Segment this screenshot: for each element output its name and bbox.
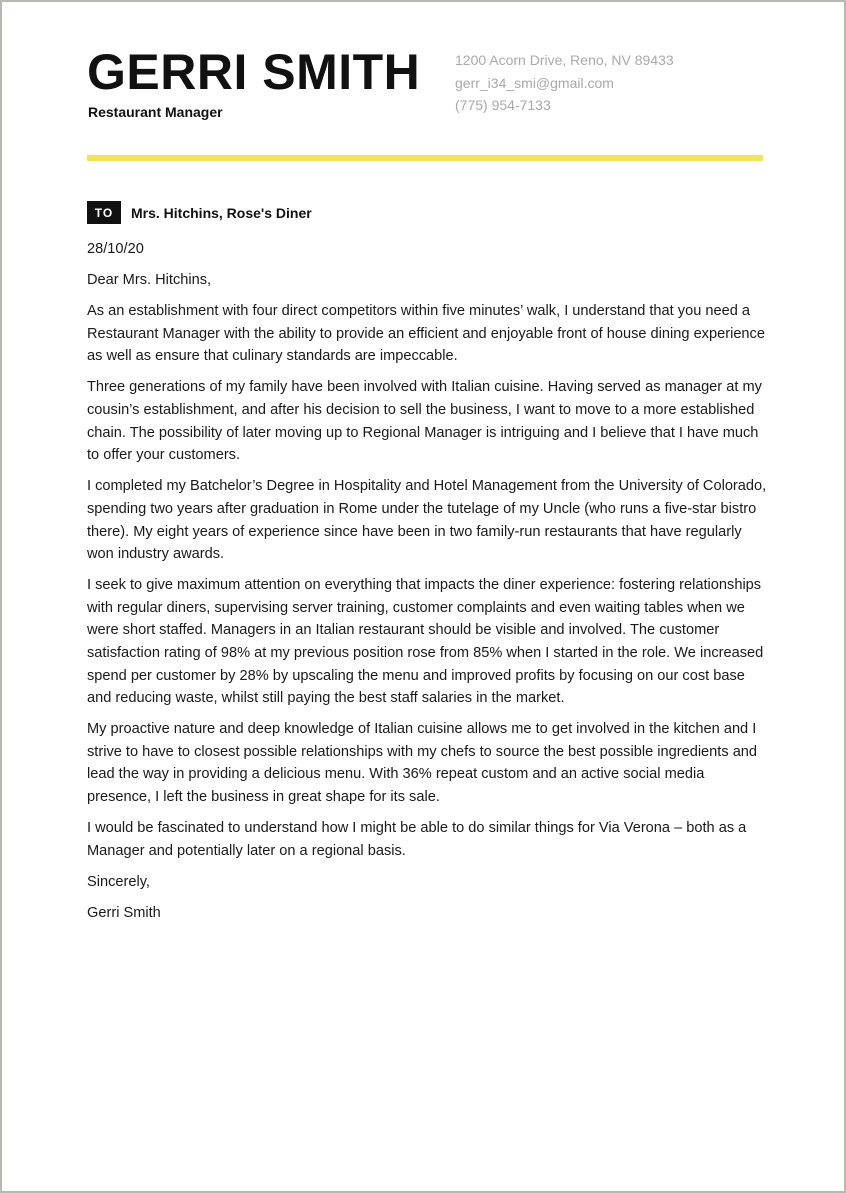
contact-email: gerr_i34_smi@gmail.com — [455, 74, 614, 91]
letter-closing: Sincerely, — [87, 873, 150, 890]
letter-paragraph: As an establishment with four direct competitors within five minutes’ walk, I understand that you need a Restaurant Manager with the ability to provide an efficient and enjoyable front of house dining experience as well as ensure that culinary standards are impeccable. — [87, 303, 765, 365]
letter-paragraph: I completed my Batchelor’s Degree in Hospitality and Hotel Management from the University of Colorado, spending two years after graduation in Rome under the tutelage of my Uncle (who runs a five-star bistro there). My eight years of experience since have been in two family-run restaurants that have regularly won industry awards. — [87, 478, 767, 563]
letter-paragraph: My proactive nature and deep knowledge of Italian cuisine allows me to get involved in the kitchen and I strive to have to closest possible relationships with my chefs to source the best possible ingredients and lead the way in providing a delicious menu. With 36% repeat custom and an active social media presence, I left the business in great shape for its sale. — [87, 721, 758, 806]
letter-paragraph: I seek to give maximum attention on everything that impacts the diner experience: fostering relationships with regular diners, supervising server training, customer complaints and even waiting tables when we were short staffed. Managers in an Italian restaurant should be visible and involved. The customer satisfaction rating of 98% at my previous position rose from 85% when I started in the role. We increased spend per customer by 28% by upscaling the menu and improved profits by focusing on our cost base and reducing waste, whilst still paying the best staff salaries in the market. — [87, 577, 764, 707]
letter-date: 28/10/20 — [87, 241, 144, 257]
letter-paragraph: I would be fascinated to understand how I might be able to do similar things for Via Verona – both as a Manager and potentially later on a regional basis. — [87, 820, 747, 859]
to-badge: TO — [87, 201, 121, 224]
letter-salutation: Dear Mrs. Hitchins, — [87, 272, 212, 289]
contact-address: 1200 Acorn Drive, Reno, NV 89433 — [455, 52, 674, 68]
recipient-name: Mrs. Hitchins, Rose's Diner — [131, 204, 312, 221]
letter-body — [87, 238, 767, 933]
applicant-name: GERRI SMITH — [87, 44, 421, 100]
letter-signature: Gerri Smith — [87, 904, 161, 921]
contact-block — [455, 49, 674, 117]
contact-phone: (775) 954-7133 — [455, 97, 551, 113]
header-accent-divider — [87, 155, 763, 161]
applicant-job-title: Restaurant Manager — [88, 104, 223, 120]
letter-paragraph: Three generations of my family have been involved with Italian cuisine. Having served as manager at my cousin’s establishment, and after his decision to sell the business, I want to move to a more established chain. The possibility of later moving up to Regional Manager is intriguing and I believe that I have much to offer your customers. — [87, 379, 762, 464]
recipient-row — [87, 201, 312, 224]
